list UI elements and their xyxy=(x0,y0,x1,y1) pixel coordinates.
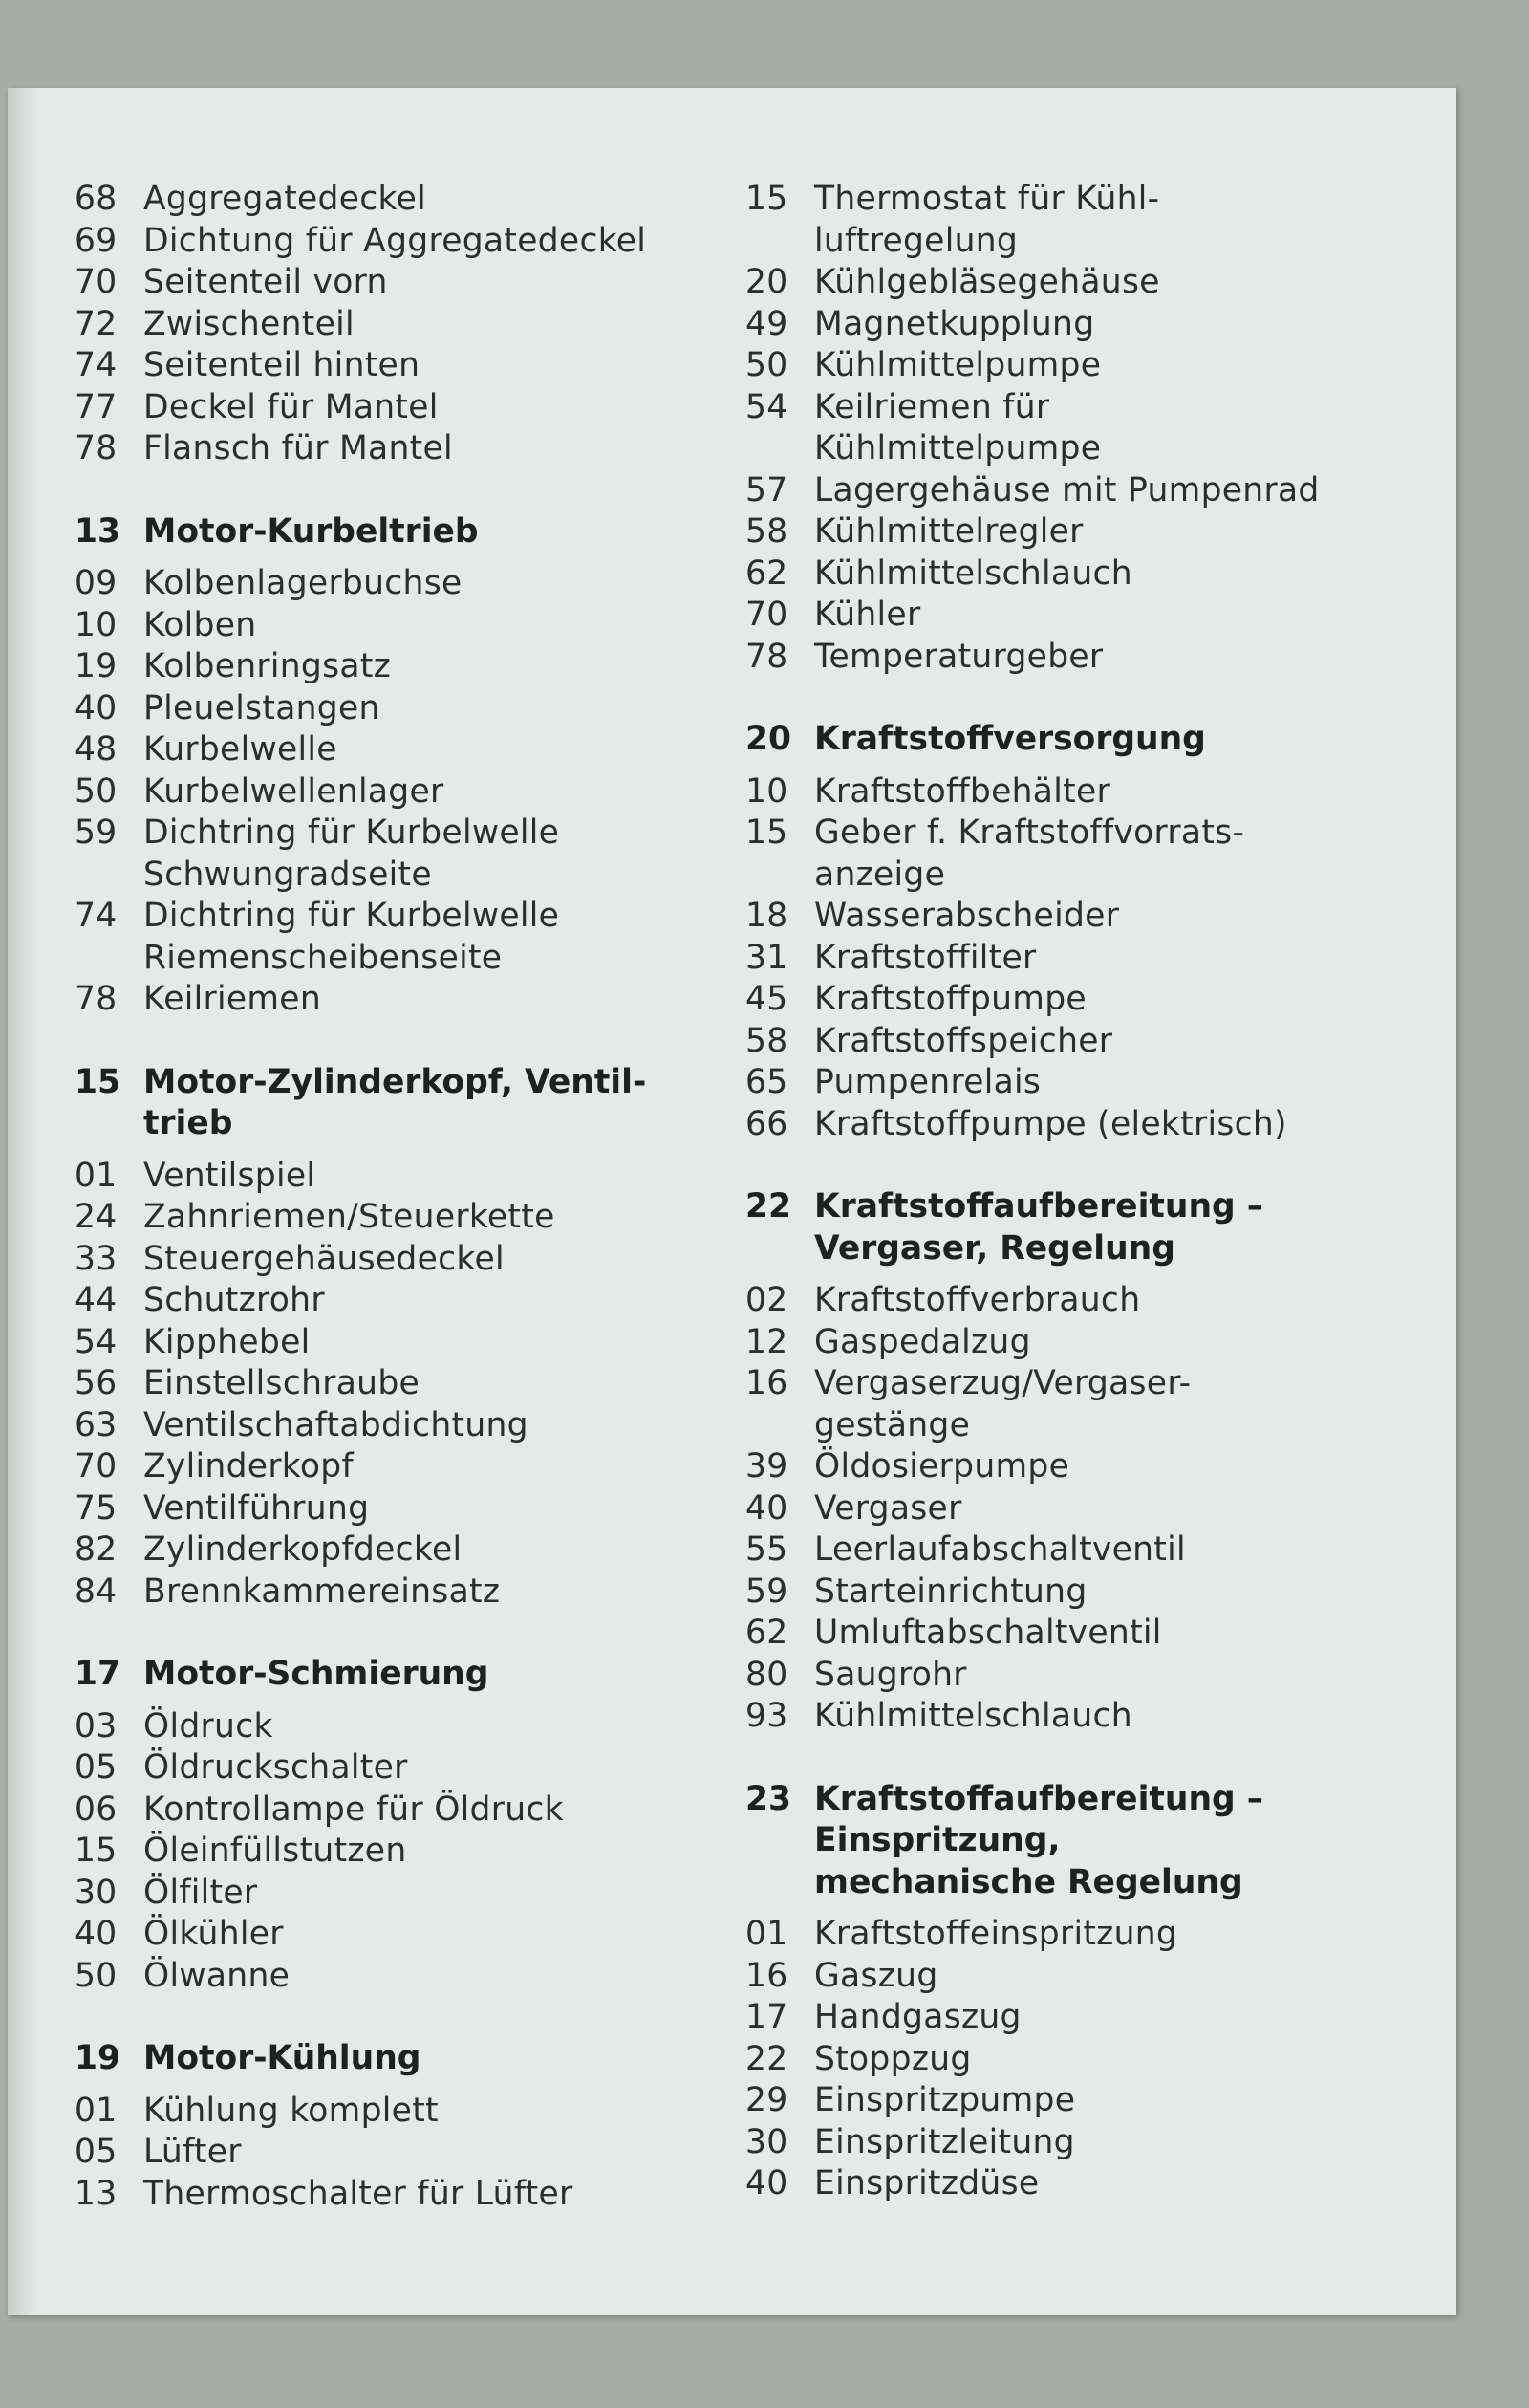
entry-number: 54 xyxy=(75,1322,118,1361)
index-entry xyxy=(745,771,1414,814)
entry-text: Seitenteil hinten xyxy=(143,346,420,384)
entry-number: 01 xyxy=(75,2091,118,2130)
entry-number: 59 xyxy=(745,1572,788,1611)
entry-number: 24 xyxy=(75,1198,118,1236)
entry-text: Kraftstoffilter xyxy=(814,938,1037,977)
entry-text: Handgaszug xyxy=(814,1998,1022,2036)
index-entry xyxy=(745,1572,1414,1614)
entry-number: 69 xyxy=(75,221,118,260)
index-entry xyxy=(745,511,1414,553)
entry-text: Kühler xyxy=(814,596,921,634)
entry-text: Stoppzug xyxy=(814,2039,972,2078)
entry-number: 22 xyxy=(745,2039,788,2078)
entry-number: 70 xyxy=(75,1447,118,1486)
entry-number: 20 xyxy=(745,263,788,301)
entry-text: Kipphebel xyxy=(143,1322,311,1361)
entry-number: 12 xyxy=(745,1322,788,1361)
index-entry xyxy=(75,2174,743,2216)
entry-text: Zylinderkopfdeckel xyxy=(143,1530,463,1569)
entry-number: 68 xyxy=(75,180,118,218)
index-entry xyxy=(75,1488,743,1530)
entry-text: Dichtring für Kurbelwelle Riemenscheibenseite xyxy=(143,897,560,977)
entry-number: 48 xyxy=(75,730,118,769)
entry-number: 78 xyxy=(75,980,118,1018)
entry-text: Öldosierpumpe xyxy=(814,1447,1070,1486)
index-entry xyxy=(745,1997,1414,2039)
index-entry xyxy=(745,896,1414,938)
booklet-page xyxy=(8,88,1456,2315)
index-entry xyxy=(745,2163,1414,2205)
entry-number: 78 xyxy=(745,637,788,676)
entry-text: Ölfilter xyxy=(143,1873,258,1912)
entry-number: 40 xyxy=(745,2164,788,2202)
entry-number: 10 xyxy=(745,771,788,811)
section-heading xyxy=(75,1062,743,1145)
entry-text: Kühlmittelregler xyxy=(814,512,1084,551)
entry-number: 31 xyxy=(745,938,788,977)
index-entry xyxy=(745,1322,1414,1364)
entry-text: Einspritzdüse xyxy=(814,2164,1040,2202)
entry-text: Ölkühler xyxy=(143,1915,284,1953)
index-entry xyxy=(75,1914,743,1956)
entry-text: Starteinrichtung xyxy=(814,1572,1088,1611)
section-title: Kraftstoffaufbereitung – Einspritzung, mechanische Regelung xyxy=(814,1779,1263,1901)
index-entry xyxy=(75,1831,743,1873)
section-heading xyxy=(745,1779,1414,1904)
index-entry xyxy=(745,1914,1414,1956)
index-entry xyxy=(75,979,743,1021)
index-entry xyxy=(75,1405,743,1447)
entry-text: Kraftstoffpumpe (elektrisch) xyxy=(814,1104,1287,1143)
index-entry xyxy=(745,595,1414,637)
section-number: 13 xyxy=(75,511,121,551)
index-entry xyxy=(75,605,743,647)
entry-text: Kurbelwellenlager xyxy=(143,771,444,811)
entry-text: Kolben xyxy=(143,605,257,644)
section-heading xyxy=(75,2038,743,2080)
index-entry xyxy=(75,262,743,304)
entry-text: Zahnriemen/Steuerkette xyxy=(143,1198,555,1236)
index-entry xyxy=(745,938,1414,980)
entry-number: 93 xyxy=(745,1697,788,1735)
entry-text: Kraftstoffeinspritzung xyxy=(814,1915,1178,1953)
index-entry xyxy=(75,221,743,263)
section-title: Kraftstoffaufbereitung – Vergaser, Regelung xyxy=(814,1187,1263,1268)
entry-number: 70 xyxy=(75,263,118,301)
entry-number: 50 xyxy=(75,771,118,811)
index-entry xyxy=(75,1322,743,1364)
index-entry xyxy=(745,1655,1414,1697)
entry-number: 63 xyxy=(75,1405,118,1444)
index-entry xyxy=(745,1529,1414,1572)
entry-number: 55 xyxy=(745,1530,788,1569)
index-entry xyxy=(75,1572,743,1614)
index-entry xyxy=(745,387,1414,470)
entry-text: Geber f. Kraftstoffvorrats- anzeige xyxy=(814,814,1245,894)
index-entry xyxy=(75,304,743,346)
index-entry xyxy=(75,688,743,730)
index-entry xyxy=(745,553,1414,596)
entry-number: 59 xyxy=(75,814,118,852)
index-entry xyxy=(75,1239,743,1281)
entry-number: 30 xyxy=(75,1873,118,1912)
index-entry xyxy=(745,1696,1414,1738)
section-number: 17 xyxy=(75,1655,121,1693)
index-entry xyxy=(745,1021,1414,1063)
index-entry xyxy=(745,304,1414,346)
section-number: 22 xyxy=(745,1187,792,1226)
index-entry xyxy=(75,1363,743,1405)
entry-number: 40 xyxy=(75,688,118,727)
entry-text: Vergaser xyxy=(814,1488,962,1528)
entry-text: Zwischenteil xyxy=(143,304,355,343)
entry-number: 50 xyxy=(745,346,788,384)
entry-number: 17 xyxy=(745,1998,788,2036)
index-entry xyxy=(75,813,743,896)
entry-text: Öleinfüllstutzen xyxy=(143,1832,407,1870)
entry-number: 78 xyxy=(75,429,118,467)
index-entry xyxy=(75,2091,743,2133)
entry-text: Dichtung für Aggregatedeckel xyxy=(143,221,647,260)
index-entry xyxy=(75,1529,743,1572)
index-entry xyxy=(745,813,1414,896)
index-entry xyxy=(745,1956,1414,1998)
entry-text: Öldruckschalter xyxy=(143,1748,408,1787)
entry-text: Kühlmittelschlauch xyxy=(814,1697,1132,1735)
index-entry xyxy=(75,428,743,470)
entry-number: 72 xyxy=(75,304,118,343)
index-entry xyxy=(745,1104,1414,1146)
index-entry xyxy=(745,979,1414,1021)
entry-number: 29 xyxy=(745,2081,788,2119)
entry-text: Einspritzleitung xyxy=(814,2122,1075,2161)
entry-text: Kurbelwelle xyxy=(143,730,337,769)
entry-text: Kraftstoffspeicher xyxy=(814,1021,1113,1060)
entry-text: Magnetkupplung xyxy=(814,304,1095,343)
entry-number: 10 xyxy=(75,605,118,644)
entry-text: Saugrohr xyxy=(814,1655,967,1694)
entry-text: Aggregatedeckel xyxy=(143,180,426,218)
entry-number: 06 xyxy=(75,1790,118,1829)
index-entry xyxy=(75,1706,743,1748)
section-heading xyxy=(75,1654,743,1696)
index-entry xyxy=(745,470,1414,512)
entry-number: 15 xyxy=(745,814,788,852)
entry-text: Einstellschraube xyxy=(143,1364,420,1402)
index-entry xyxy=(745,2039,1414,2081)
index-entry xyxy=(745,1488,1414,1530)
entry-text: Kraftstoffverbrauch xyxy=(814,1281,1141,1319)
entry-text: Kolbenringsatz xyxy=(143,647,392,685)
entry-text: Kühlgebläsegehäuse xyxy=(814,263,1160,301)
entry-text: Zylinderkopf xyxy=(143,1447,354,1486)
entry-text: Ölwanne xyxy=(143,1956,291,1995)
entry-number: 62 xyxy=(745,553,788,593)
entry-text: Seitenteil vorn xyxy=(143,263,388,301)
index-entry xyxy=(75,1873,743,1915)
section-number: 19 xyxy=(75,2039,121,2077)
index-entry xyxy=(745,1363,1414,1446)
index-entry xyxy=(75,387,743,429)
entry-number: 01 xyxy=(75,1156,118,1195)
entry-number: 84 xyxy=(75,1572,118,1611)
entry-number: 18 xyxy=(745,897,788,935)
entry-number: 19 xyxy=(75,647,118,685)
entry-number: 02 xyxy=(745,1281,788,1319)
entry-text: Ventilschaftabdichtung xyxy=(143,1405,528,1444)
entry-text: Kraftstoffpumpe xyxy=(814,980,1087,1018)
entry-text: Lagergehäuse mit Pumpenrad xyxy=(814,470,1320,510)
index-entry xyxy=(75,1446,743,1488)
section-title: Motor-Kühlung xyxy=(143,2039,421,2077)
left-column xyxy=(75,179,743,2215)
entry-number: 54 xyxy=(745,387,788,426)
index-entry xyxy=(745,179,1414,262)
entry-number: 74 xyxy=(75,897,118,935)
entry-text: Pumpenrelais xyxy=(814,1063,1042,1101)
index-entry xyxy=(75,1747,743,1790)
entry-number: 13 xyxy=(75,2174,118,2213)
section-number: 20 xyxy=(745,720,792,758)
index-entry xyxy=(75,729,743,771)
page-fold-shadow xyxy=(8,88,36,2315)
entry-text: Temperaturgeber xyxy=(814,637,1104,676)
entry-text: Keilriemen xyxy=(143,980,321,1018)
entry-number: 39 xyxy=(745,1447,788,1486)
section-title: Motor-Schmierung xyxy=(143,1655,489,1693)
entry-number: 82 xyxy=(75,1530,118,1569)
index-entry xyxy=(745,637,1414,679)
entry-text: Deckel für Mantel xyxy=(143,387,439,426)
index-entry xyxy=(745,2080,1414,2122)
entry-number: 57 xyxy=(745,470,788,510)
entry-number: 74 xyxy=(75,346,118,384)
entry-text: Steuergehäusedeckel xyxy=(143,1239,505,1278)
entry-text: Ventilspiel xyxy=(143,1156,316,1195)
index-entry xyxy=(75,563,743,605)
entry-number: 58 xyxy=(745,1021,788,1060)
entry-text: Einspritzpumpe xyxy=(814,2081,1076,2119)
index-entry xyxy=(75,1156,743,1198)
entry-text: Öldruck xyxy=(143,1706,273,1746)
index-entry xyxy=(745,345,1414,387)
entry-text: Kolbenlagerbuchse xyxy=(143,564,463,602)
index-entry xyxy=(745,1446,1414,1488)
entry-number: 49 xyxy=(745,304,788,343)
entry-text: Wasserabscheider xyxy=(814,897,1120,935)
entry-number: 03 xyxy=(75,1706,118,1746)
entry-text: Pleuelstangen xyxy=(143,688,380,727)
index-entry xyxy=(75,1790,743,1832)
entry-text: Thermoschalter für Lüfter xyxy=(143,2174,573,2213)
entry-number: 58 xyxy=(745,512,788,551)
section-number: 23 xyxy=(745,1779,792,1818)
index-entry xyxy=(745,1062,1414,1104)
entry-number: 09 xyxy=(75,564,118,602)
index-entry xyxy=(75,1197,743,1239)
entry-number: 33 xyxy=(75,1239,118,1278)
entry-text: Gaspedalzug xyxy=(814,1322,1031,1361)
entry-text: Lüfter xyxy=(143,2133,242,2171)
section-title: Motor-Zylinderkopf, Ventil- trieb xyxy=(143,1062,647,1142)
entry-number: 05 xyxy=(75,2133,118,2171)
index-entry xyxy=(75,179,743,221)
index-entry xyxy=(745,1613,1414,1655)
entry-number: 16 xyxy=(745,1956,788,1995)
entry-number: 44 xyxy=(75,1281,118,1319)
section-title: Motor-Kurbeltrieb xyxy=(143,511,479,551)
entry-number: 80 xyxy=(745,1655,788,1694)
entry-number: 56 xyxy=(75,1364,118,1402)
entry-text: Leerlaufabschaltventil xyxy=(814,1530,1186,1569)
index-entry xyxy=(75,1956,743,1998)
entry-text: Brennkammereinsatz xyxy=(143,1572,501,1611)
index-entry xyxy=(75,646,743,688)
entry-text: Kühlung komplett xyxy=(143,2091,439,2130)
entry-text: Keilriemen für Kühlmittelpumpe xyxy=(814,387,1102,467)
entry-number: 62 xyxy=(745,1614,788,1652)
index-entry xyxy=(75,771,743,814)
entry-number: 01 xyxy=(745,1915,788,1953)
entry-number: 65 xyxy=(745,1063,788,1101)
entry-number: 66 xyxy=(745,1104,788,1143)
entry-number: 15 xyxy=(745,180,788,218)
index-entry xyxy=(745,262,1414,304)
entry-text: Vergaserzug/Vergaser- gestänge xyxy=(814,1364,1192,1444)
entry-number: 05 xyxy=(75,1748,118,1787)
entry-number: 75 xyxy=(75,1488,118,1528)
entry-number: 45 xyxy=(745,980,788,1018)
entry-number: 77 xyxy=(75,387,118,426)
index-entry xyxy=(745,2122,1414,2164)
entry-text: Umluftabschaltventil xyxy=(814,1614,1162,1652)
section-heading xyxy=(745,719,1414,761)
index-entry xyxy=(745,1280,1414,1322)
entry-number: 70 xyxy=(745,596,788,634)
index-entry xyxy=(75,2132,743,2174)
entry-number: 40 xyxy=(745,1488,788,1528)
entry-text: Kontrollampe für Öldruck xyxy=(143,1790,564,1829)
section-number: 15 xyxy=(75,1062,121,1101)
section-title: Kraftstoffversorgung xyxy=(814,720,1206,758)
entry-number: 50 xyxy=(75,1956,118,1995)
entry-text: Flansch für Mantel xyxy=(143,429,453,467)
entry-text: Kühlmittelpumpe xyxy=(814,346,1102,384)
right-column xyxy=(745,179,1414,2205)
section-heading xyxy=(745,1186,1414,1269)
entry-text: Kühlmittelschlauch xyxy=(814,553,1132,593)
section-heading xyxy=(75,511,743,553)
entry-number: 30 xyxy=(745,2122,788,2161)
entry-text: Ventilführung xyxy=(143,1488,370,1528)
entry-number: 40 xyxy=(75,1915,118,1953)
index-entry xyxy=(75,896,743,979)
entry-text: Dichtring für Kurbelwelle Schwungradseite xyxy=(143,814,560,894)
index-entry xyxy=(75,345,743,387)
entry-text: Thermostat für Kühl- luftregelung xyxy=(814,180,1160,260)
entry-text: Schutzrohr xyxy=(143,1281,325,1319)
entry-number: 15 xyxy=(75,1832,118,1870)
entry-number: 16 xyxy=(745,1364,788,1402)
index-entry xyxy=(75,1280,743,1322)
entry-text: Gaszug xyxy=(814,1956,938,1995)
entry-text: Kraftstoffbehälter xyxy=(814,771,1110,811)
